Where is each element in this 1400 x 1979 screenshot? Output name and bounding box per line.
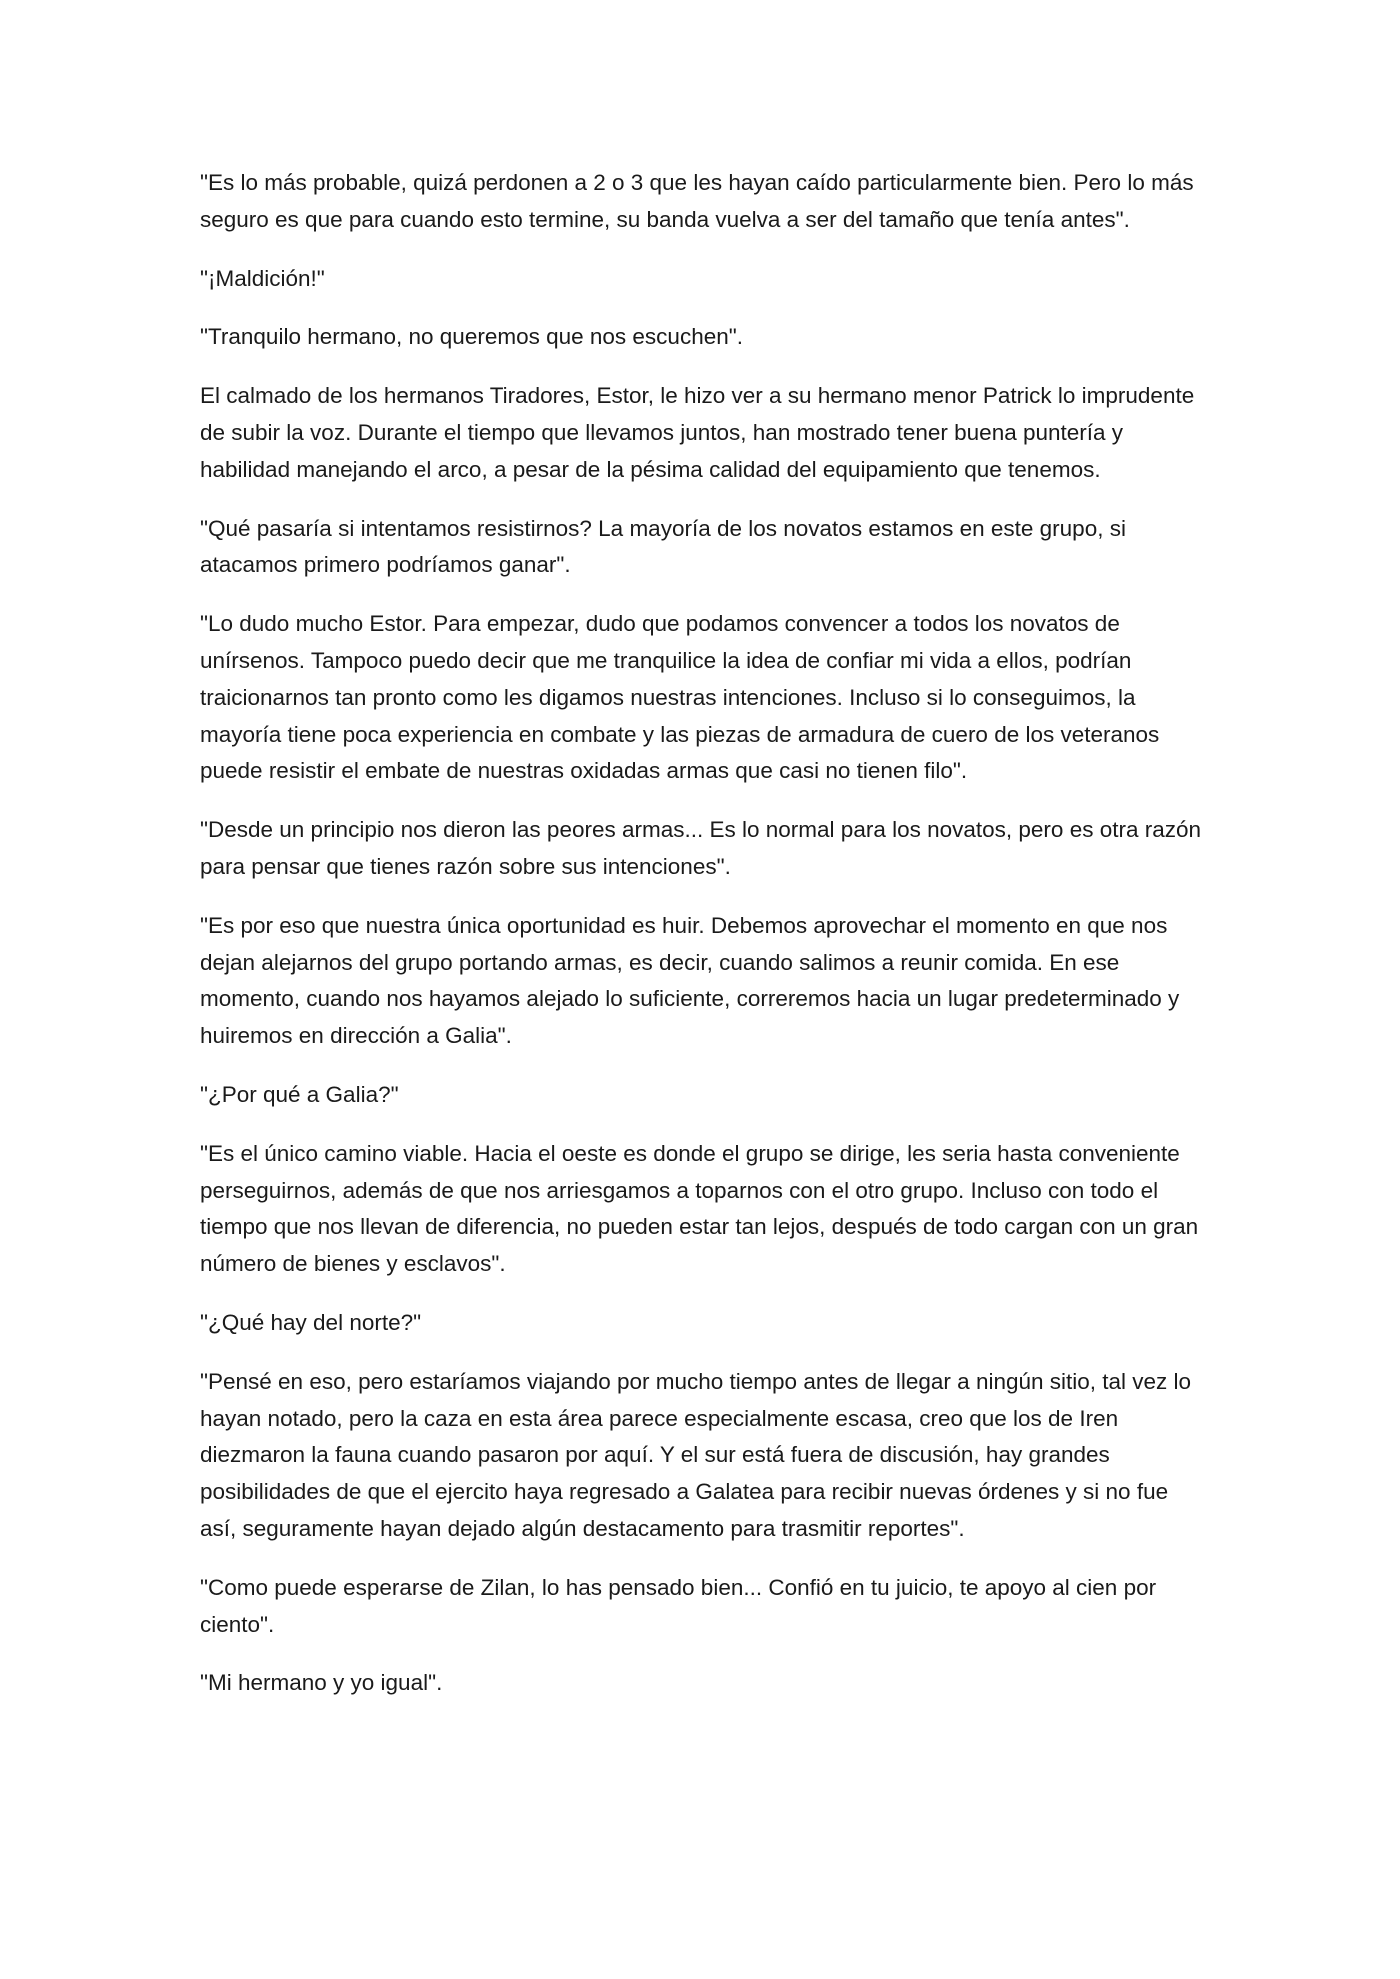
paragraph-11: "¿Qué hay del norte?" xyxy=(200,1309,422,1335)
paragraph-2: "¡Maldición!" xyxy=(200,265,325,291)
paragraph-1: "Es lo más probable, quizá perdonen a 2 o 3 que les hayan caído particularmente bien. Pero lo más seguro es que para cuando esto termine, su banda vuelva a ser del tamaño que tenía antes". xyxy=(200,170,1194,232)
paragraph-3: "Tranquilo hermano, no queremos que nos escuchen". xyxy=(200,324,743,350)
paragraph-14: "Mi hermano y yo igual". xyxy=(200,1670,443,1696)
document-body xyxy=(200,165,1210,1724)
paragraph-6: "Lo dudo mucho Estor. Para empezar, dudo que podamos convencer a todos los novatos de unírsenos. Tampoco puedo decir que me tranquilice la idea de confiar mi vida a ellos, podrían traicionarnos tan pronto como les digamos nuestras intenciones. Incluso si lo conseguimos, la mayoría tiene poca experiencia en combate y las piezas de armadura de cuero de los veteranos puede resistir el embate de nuestras oxidadas armas que casi no tienen filo". xyxy=(200,611,1160,784)
paragraph-10: "Es el único camino viable. Hacia el oeste es donde el grupo se dirige, les seria hasta conveniente perseguirnos, además de que nos arriesgamos a toparnos con el otro grupo. Incluso con todo el tiempo que nos llevan de diferencia, no pueden estar tan lejos, después de todo cargan con un gran número de bienes y esclavos". xyxy=(200,1140,1199,1277)
paragraph-7: "Desde un principio nos dieron las peores armas... Es lo normal para los novatos, pero es otra razón para pensar que tienes razón sobre sus intenciones". xyxy=(200,817,1202,879)
paragraph-4: El calmado de los hermanos Tiradores, Estor, le hizo ver a su hermano menor Patrick lo imprudente de subir la voz. Durante el tiempo que llevamos juntos, han mostrado tener buena puntería y habilidad manejando el arco, a pesar de la pésima calidad del equipamiento que tenemos. xyxy=(200,383,1195,482)
paragraph-5: "Qué pasaría si intentamos resistirnos? La mayoría de los novatos estamos en este grupo, si atacamos primero podríamos ganar". xyxy=(200,515,1126,578)
paragraph-13: "Como puede esperarse de Zilan, lo has pensado bien... Confió en tu juicio, te apoyo al cien por ciento". xyxy=(200,1574,1157,1637)
paragraph-8: "Es por eso que nuestra única oportunidad es huir. Debemos aprovechar el momento en que nos dejan alejarnos del grupo portando armas, es decir, cuando salimos a reunir comida. En ese momento, cuando nos hayamos alejado lo suficiente, correremos hacia un lugar predeterminado y huiremos en dirección a Galia". xyxy=(200,912,1180,1049)
paragraph-9: "¿Por qué a Galia?" xyxy=(200,1081,399,1107)
paragraph-12: "Pensé en eso, pero estaríamos viajando por mucho tiempo antes de llegar a ningún sitio, tal vez lo hayan notado, pero la caza en esta área parece especialmente escasa, creo que los de Iren diezmaron la fauna cuando pasaron por aquí. Y el sur está fuera de discusión, hay grandes posibilidades de que el ejercito haya regresado a Galatea para recibir nuevas órdenes y si no fue así, seguramente hayan dejado algún destacamento para trasmitir reportes". xyxy=(200,1368,1192,1541)
